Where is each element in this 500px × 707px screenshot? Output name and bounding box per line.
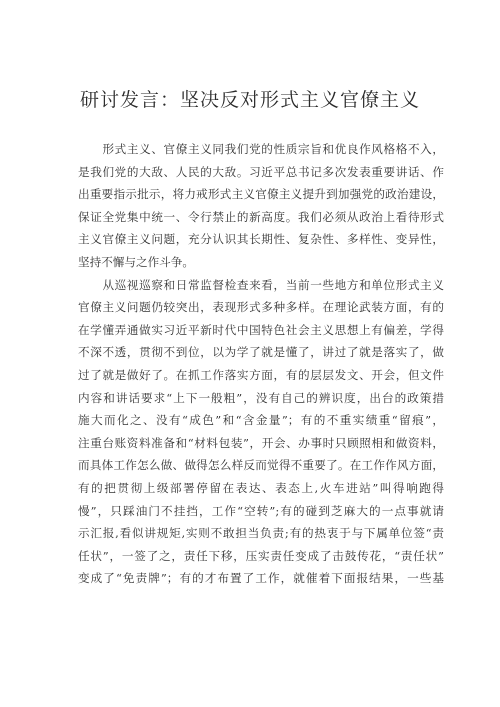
text-line: 而具体工作怎么做、做得怎么样反而觉得不重要了。在工作作风方面，: [78, 458, 444, 473]
text-line: 施大而化之、没有“成色”和“含金量”；有的不重实绩重“留痕”，: [78, 413, 444, 428]
text-line: 形式主义、官僚主义同我们党的性质宗旨和优良作风格格不入，: [78, 142, 444, 156]
text-line: 示汇报,看似讲规矩,实则不敢担当负责;有的热衷于与下属单位签“责: [78, 526, 444, 541]
text-line: 主义官僚主义问题，充分认识其长期性、复杂性、多样性、变异性，: [78, 232, 444, 247]
text-line: 出重要指示批示，将力戒形式主义官僚主义提升到加强党的政治建设，: [78, 187, 444, 202]
text-line: 坚持不懈与之作斗争。: [78, 254, 194, 269]
text-line: 官僚主义问题仍较突出，表现形式多种多样。在理论武装方面，有的: [78, 300, 444, 315]
paragraph-1: [78, 138, 444, 274]
text-line: 不深不透，贯彻不到位，以为学了就是懂了，讲过了就是落实了，做: [78, 345, 444, 360]
text-line: 在学懂弄通做实习近平新时代中国特色社会主义思想上有偏差，学得: [78, 322, 444, 337]
text-line: 内容和讲话要求“上下一般粗”，没有自己的辨识度，出台的政策措: [78, 390, 444, 405]
document-body: [78, 138, 444, 590]
text-line: 慢”，只踩油门不挂挡，工作“空转”;有的碰到芝麻大的一点事就请: [78, 503, 444, 518]
text-line: 从巡视巡察和日常监督检查来看，当前一些地方和单位形式主义: [78, 277, 444, 292]
text-line: 是我们党的大敌、人民的大敌。习近平总书记多次发表重要讲话、作: [78, 164, 444, 179]
text-line: 有的把贯彻上级部署停留在表达、表态上,火车进站”叫得响跑得: [78, 480, 444, 495]
text-line: 任状”，一签了之，责任下移，压实责任变成了击鼓传花，“责任状”: [78, 548, 444, 563]
text-line: 保证全党集中统一、令行禁止的新高度。我们必须从政治上看待形式: [78, 209, 444, 224]
document-title: 研讨发言：坚决反对形式主义官僚主义: [79, 89, 420, 111]
text-line: 过了就是做好了。在抓工作落实方面，有的层层发文、开会，但文件: [78, 367, 444, 382]
paragraph-2: [78, 274, 444, 590]
text-line: 注重台账资料准备和“材料包装”，开会、办事时只顾照相和做资料，: [78, 435, 444, 450]
text-line: 变成了“免责牌”；有的才布置了工作，就催着下面报结果，一些基: [78, 571, 444, 586]
